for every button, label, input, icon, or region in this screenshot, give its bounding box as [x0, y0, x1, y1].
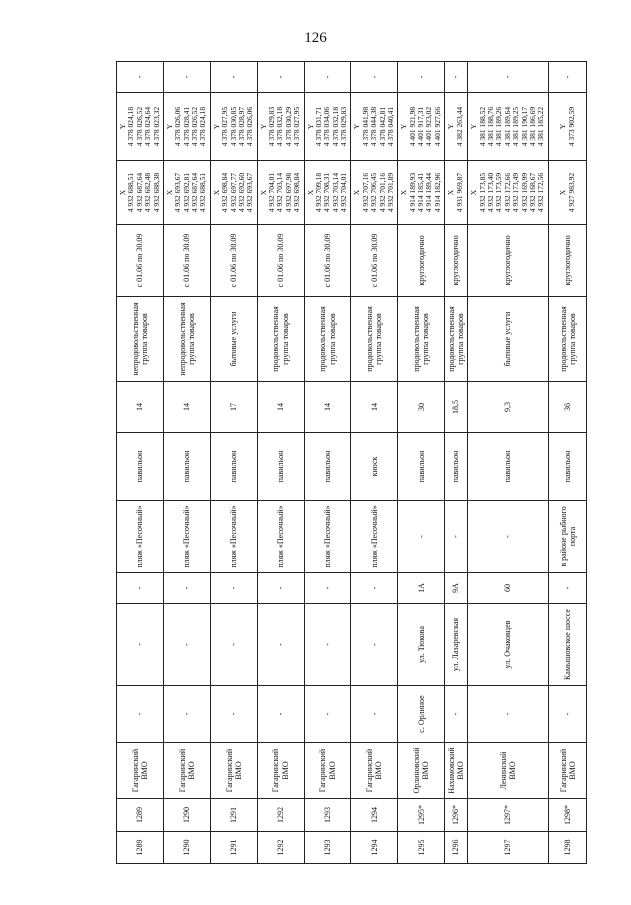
cell-district: Гагаринский ВМО	[304, 743, 351, 799]
table-row	[351, 62, 398, 864]
cell-street: -	[304, 604, 351, 686]
coordinate-value: 4 932 708,31	[322, 172, 332, 213]
coordinate-value: Y	[446, 123, 456, 130]
cell-settlement: -	[549, 686, 587, 743]
cell-specialization: продовольственная группа товаров	[398, 297, 445, 382]
cell-object-type: павильон	[117, 433, 164, 501]
coordinate-value: 4 378 027,95	[220, 106, 230, 147]
coordinate-value: 4 378 026,06	[245, 106, 255, 147]
coordinate-value: Х	[446, 189, 456, 196]
coordinate-value: 4 378 031,71	[313, 106, 323, 147]
cell-period: с 01.06 по 30.09	[163, 225, 210, 297]
cell-x-coords	[117, 161, 164, 225]
coordinate-value: 4 401 921,98	[407, 106, 417, 147]
cell-id: 1293	[304, 832, 351, 864]
coordinate-value: 4 932 168,67	[527, 172, 537, 213]
coordinate-value: 4 378 024,18	[198, 106, 208, 147]
cell-num: 1296*	[445, 799, 467, 832]
cell-id: 1298	[549, 832, 587, 864]
cell-specialization: продовольственная группа товаров	[445, 297, 467, 382]
coordinate-value: 4 932 697,98	[283, 172, 293, 213]
coordinate-value: 4 378 024,18	[126, 106, 136, 147]
cell-id: 1297	[467, 832, 549, 864]
cell-settlement: -	[467, 686, 549, 743]
coordinate-value: Х	[558, 189, 568, 196]
cell-specialization: бытовые услуги	[467, 297, 549, 382]
coordinate-value: Х	[117, 189, 127, 196]
coordinate-value: 4 378 029,83	[267, 106, 277, 147]
cell-object-type: киоск	[351, 433, 398, 501]
cell-num: 1292	[257, 799, 304, 832]
cell-house: -	[117, 573, 164, 604]
cell-landmark: в районе рыбного порта	[549, 501, 587, 573]
cell-area: 17	[210, 382, 257, 433]
coordinate-value: 4 932 707,16	[360, 172, 370, 213]
cell-object-type: павильон	[549, 433, 587, 501]
cell-settlement: -	[304, 686, 351, 743]
cell-district: Гагаринский ВМО	[257, 743, 304, 799]
coordinate-value: 4 932 706,45	[369, 172, 379, 213]
cell-extra: -	[467, 62, 549, 93]
cell-district: Гагаринский ВМО	[549, 743, 587, 799]
cell-period: с 01.06 по 30.09	[257, 225, 304, 297]
cell-period: круглогодично	[549, 225, 587, 297]
coordinate-value: Х	[399, 189, 409, 196]
cell-y-coords	[163, 93, 210, 161]
cell-settlement: -	[117, 686, 164, 743]
cell-area: 18,5	[445, 382, 467, 433]
cell-area: 14	[163, 382, 210, 433]
cell-house: -	[304, 573, 351, 604]
coordinate-value: 4 381 189,25	[511, 106, 521, 147]
cell-house: -	[549, 573, 587, 604]
coordinate-value: 4 378 042,81	[377, 106, 387, 147]
coordinate-value: 4 378 023,32	[151, 106, 161, 147]
cell-extra: -	[549, 62, 587, 93]
coordinate-value: 4 932 703,14	[275, 172, 285, 213]
cell-y-coords	[210, 93, 257, 161]
coordinate-value: 4 932 698,84	[292, 172, 302, 213]
cell-num: 1291	[210, 799, 257, 832]
coordinate-value: 4 914 189,44	[424, 172, 434, 213]
cell-settlement: -	[257, 686, 304, 743]
table-row	[210, 62, 257, 864]
cell-num: 1294	[351, 799, 398, 832]
cell-street: ул. Очаковцев	[467, 604, 549, 686]
cell-x-coords	[257, 161, 304, 225]
cell-street: -	[163, 604, 210, 686]
cell-district: Гагаринский ВМО	[351, 743, 398, 799]
cell-house: 60	[467, 573, 549, 604]
coordinate-value: 4 932 701,89	[385, 172, 395, 213]
cell-street: -	[117, 604, 164, 686]
coordinate-value: 4 932 169,99	[519, 172, 529, 213]
coordinate-value: 4 932 688,51	[126, 172, 136, 213]
cell-area: 36	[549, 382, 587, 433]
cell-street: ул. Тюкова	[398, 604, 445, 686]
cell-house: -	[257, 573, 304, 604]
cell-district: Орлиновский ВМО	[398, 743, 445, 799]
cell-period: с 01.06 по 30.09	[351, 225, 398, 297]
cell-x-coords	[163, 161, 210, 225]
table-row	[163, 62, 210, 864]
cell-landmark: пляж «Песочный»	[163, 501, 210, 573]
cell-area: 14	[257, 382, 304, 433]
table-frame	[116, 62, 587, 864]
cell-settlement: -	[445, 686, 467, 743]
coordinate-value: 4 932 173,85	[477, 172, 487, 213]
coordinate-value: 4 378 040,41	[385, 106, 395, 147]
coordinate-value: 4 378 027,95	[292, 106, 302, 147]
coordinate-value: 4 378 029,83	[339, 106, 349, 147]
cell-y-coords	[117, 93, 164, 161]
cell-district: Ленинский ВМО	[467, 743, 549, 799]
coordinate-value: Y	[117, 123, 127, 130]
coordinate-value: Y	[164, 123, 174, 130]
cell-house: 9А	[445, 573, 467, 604]
cell-settlement: -	[351, 686, 398, 743]
coordinate-value: 4 932 701,16	[377, 172, 387, 213]
cell-area: 14	[351, 382, 398, 433]
coordinate-value: 4 378 041,98	[360, 106, 370, 147]
coordinate-value: 4 932 688,51	[198, 172, 208, 213]
cell-area: 14	[304, 382, 351, 433]
coordinate-value: Y	[558, 123, 568, 130]
coordinate-value: 4 381 190,17	[519, 106, 529, 147]
coordinate-value: 4 914 185,41	[416, 172, 426, 213]
cell-house: -	[351, 573, 398, 604]
cell-y-coords	[398, 93, 445, 161]
coordinate-value: 4 927 983,92	[566, 172, 576, 213]
cell-area: 9,3	[467, 382, 549, 433]
coordinate-value: 4 932 692,60	[236, 172, 246, 213]
cell-landmark: -	[398, 501, 445, 573]
coordinate-value: 4 381 185,22	[536, 106, 546, 147]
cell-period: с 01.06 по 30.09	[210, 225, 257, 297]
cell-num: 1297*	[467, 799, 549, 832]
coordinate-value: 4 378 030,29	[283, 106, 293, 147]
cell-id: 1291	[210, 832, 257, 864]
coordinate-value: 4 932 692,81	[181, 172, 191, 213]
coordinate-value: 4 932 172,66	[502, 172, 512, 213]
cell-extra: -	[163, 62, 210, 93]
coordinate-value: 4 378 032,18	[330, 106, 340, 147]
coordinate-value: 4 932 698,84	[220, 172, 230, 213]
coordinate-value: 4 914 182,96	[432, 172, 442, 213]
cell-district: Гагаринский ВМО	[117, 743, 164, 799]
placement-table	[116, 61, 587, 864]
cell-specialization: продовольственная группа товаров	[257, 297, 304, 382]
cell-id: 1292	[257, 832, 304, 864]
cell-area: 30	[398, 382, 445, 433]
cell-district: Гагаринский ВМО	[210, 743, 257, 799]
coordinate-value: 4 932 173,49	[511, 172, 521, 213]
coordinate-value: Y	[352, 123, 362, 130]
cell-district: Гагаринский ВМО	[163, 743, 210, 799]
cell-num: 1295*	[398, 799, 445, 832]
cell-period: с 01.06 по 30.09	[117, 225, 164, 297]
cell-x-coords	[398, 161, 445, 225]
cell-x-coords	[445, 161, 467, 225]
cell-settlement: -	[163, 686, 210, 743]
coordinate-value: 4 378 024,64	[143, 106, 153, 147]
cell-object-type: павильон	[445, 433, 467, 501]
cell-object-type: павильон	[257, 433, 304, 501]
coordinate-value: Х	[258, 189, 268, 196]
page-number: 126	[304, 30, 327, 46]
cell-y-coords	[445, 93, 467, 161]
cell-x-coords	[351, 161, 398, 225]
coordinate-value: 4 931 969,87	[454, 172, 464, 213]
cell-house: -	[163, 573, 210, 604]
coordinate-value: 4 381 186,69	[527, 106, 537, 147]
coordinate-value: Y	[258, 123, 268, 130]
cell-landmark: пляж «Песочный»	[304, 501, 351, 573]
coordinate-value: 4 378 026,06	[173, 106, 183, 147]
cell-specialization: продовольственная группа товаров	[549, 297, 587, 382]
coordinate-value: 4 932 709,18	[313, 172, 323, 213]
cell-y-coords	[304, 93, 351, 161]
cell-id: 1295	[398, 832, 445, 864]
cell-id: 1294	[351, 832, 398, 864]
coordinate-value: 4 378 026,52	[134, 106, 144, 147]
coordinate-value: 4 932 688,38	[151, 172, 161, 213]
table-row	[117, 62, 164, 864]
coordinate-value: Y	[211, 123, 221, 130]
cell-object-type: павильон	[467, 433, 549, 501]
cell-specialization: продовольственная группа товаров	[304, 297, 351, 382]
cell-id: 1296	[445, 832, 467, 864]
cell-y-coords	[257, 93, 304, 161]
coordinate-value: 4 932 173,59	[494, 172, 504, 213]
cell-specialization: продовольственная группа товаров	[351, 297, 398, 382]
coordinate-value: 4 381 189,26	[494, 106, 504, 147]
cell-street: -	[210, 604, 257, 686]
coordinate-value: Х	[211, 189, 221, 196]
cell-settlement: с. Орлиное	[398, 686, 445, 743]
coordinate-value: 4 932 703,14	[330, 172, 340, 213]
cell-landmark: пляж «Песочный»	[117, 501, 164, 573]
cell-house: 1А	[398, 573, 445, 604]
cell-landmark: -	[467, 501, 549, 573]
cell-period: с 01.06 по 30.09	[304, 225, 351, 297]
cell-landmark: пляж «Песочный»	[210, 501, 257, 573]
coordinate-value: 4 381 189,64	[502, 106, 512, 147]
cell-extra: -	[398, 62, 445, 93]
cell-landmark: -	[445, 501, 467, 573]
cell-extra: -	[210, 62, 257, 93]
coordinate-value: Y	[469, 123, 479, 130]
coordinate-value: 4 932 693,67	[173, 172, 183, 213]
cell-y-coords	[549, 93, 587, 161]
table-row	[445, 62, 467, 864]
coordinate-value: 4 932 704,01	[339, 172, 349, 213]
cell-y-coords	[467, 93, 549, 161]
cell-x-coords	[549, 161, 587, 225]
coordinate-value: 4 932 687,64	[190, 172, 200, 213]
coordinate-value: 4 932 693,67	[245, 172, 255, 213]
coordinate-value: Х	[352, 189, 362, 196]
coordinate-value: 4 378 030,85	[228, 106, 238, 147]
cell-object-type: павильон	[304, 433, 351, 501]
cell-district: Нахимовский ВМО	[445, 743, 467, 799]
coordinate-value: Х	[305, 189, 315, 196]
table-row	[257, 62, 304, 864]
cell-street: -	[351, 604, 398, 686]
cell-object-type: павильон	[398, 433, 445, 501]
cell-num: 1290	[163, 799, 210, 832]
coordinate-value: Х	[164, 189, 174, 196]
table-row	[304, 62, 351, 864]
cell-period: круглогодично	[467, 225, 549, 297]
cell-extra: -	[351, 62, 398, 93]
cell-settlement: -	[210, 686, 257, 743]
coordinate-value: 4 401 927,66	[432, 106, 442, 147]
coordinate-value: 4 378 028,41	[181, 106, 191, 147]
cell-extra: -	[117, 62, 164, 93]
coordinate-value: 4 932 173,40	[486, 172, 495, 213]
cell-y-coords	[351, 93, 398, 161]
coordinate-value: Х	[469, 189, 479, 196]
cell-street: -	[257, 604, 304, 686]
coordinate-value: 4 381 188,76	[486, 106, 495, 147]
cell-extra: -	[257, 62, 304, 93]
coordinate-value: 4 932 704,01	[267, 172, 277, 213]
table-row	[398, 62, 445, 864]
cell-specialization: бытовые услуги	[210, 297, 257, 382]
cell-period: круглогодично	[445, 225, 467, 297]
cell-extra: -	[304, 62, 351, 93]
cell-id: 1290	[163, 832, 210, 864]
cell-id: 1289	[117, 832, 164, 864]
cell-area: 14	[117, 382, 164, 433]
coordinate-value: 4 932 697,77	[228, 172, 238, 213]
cell-num: 1293	[304, 799, 351, 832]
coordinate-value: Y	[305, 123, 315, 130]
coordinate-value: 4 378 044,38	[369, 106, 379, 147]
cell-street: ул. Лазаревская	[445, 604, 467, 686]
table-row	[549, 62, 587, 864]
cell-object-type: павильон	[163, 433, 210, 501]
cell-num: 1298*	[549, 799, 587, 832]
cell-period: круглогодично	[398, 225, 445, 297]
coordinate-value: 4 378 034,06	[322, 106, 332, 147]
cell-landmark: пляж «Песочный»	[257, 501, 304, 573]
cell-x-coords	[210, 161, 257, 225]
cell-house: -	[210, 573, 257, 604]
coordinate-value: Y	[399, 123, 409, 130]
cell-x-coords	[467, 161, 549, 225]
coordinate-value: 4 373 902,59	[566, 106, 576, 147]
coordinate-value: 4 914 189,93	[407, 172, 417, 213]
cell-x-coords	[304, 161, 351, 225]
cell-object-type: павильон	[210, 433, 257, 501]
cell-street: Камышовское шоссе	[549, 604, 587, 686]
cell-specialization: непродовольственная группа товаров	[163, 297, 210, 382]
coordinate-value: 4 378 028,97	[236, 106, 246, 147]
cell-specialization: непродовольственная группа товаров	[117, 297, 164, 382]
cell-num: 1289	[117, 799, 164, 832]
table-row	[467, 62, 549, 864]
coordinate-value: 4 932 687,64	[134, 172, 144, 213]
coordinate-value: 4 382 263,44	[454, 106, 464, 147]
coordinate-value: 4 932 682,48	[143, 172, 153, 213]
coordinate-value: 4 381 188,52	[477, 106, 487, 147]
cell-extra: -	[445, 62, 467, 93]
coordinate-value: 4 378 032,18	[275, 106, 285, 147]
coordinate-value: 4 932 172,56	[536, 172, 546, 213]
cell-landmark: пляж «Песочный»	[351, 501, 398, 573]
coordinate-value: 4 401 917,31	[416, 106, 426, 147]
coordinate-value: 4 401 923,02	[424, 106, 434, 147]
coordinate-value: 4 378 026,52	[190, 106, 200, 147]
